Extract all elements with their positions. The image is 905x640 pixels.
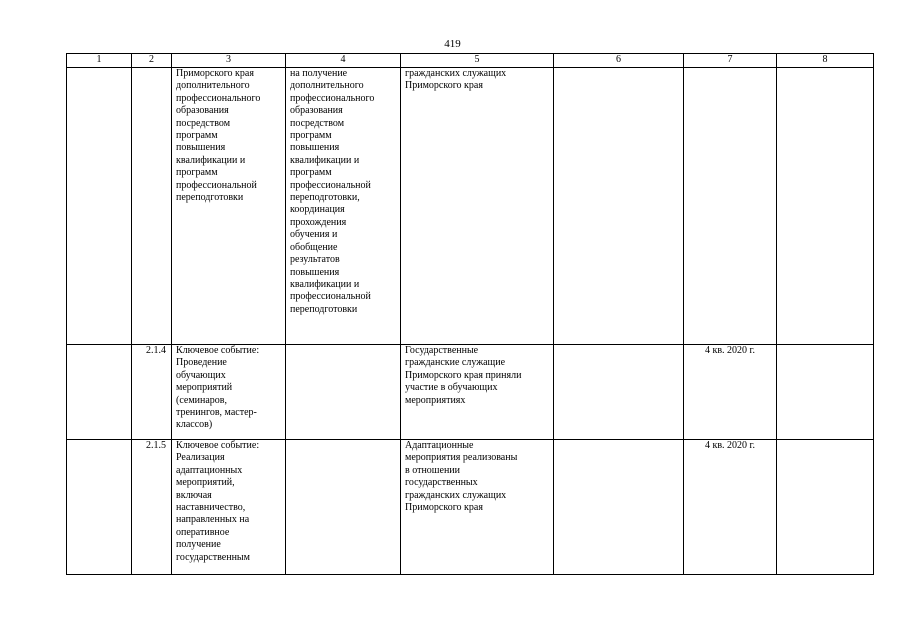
row-number-cell [67,68,132,345]
activity-cell [286,440,401,575]
table-row [67,440,874,575]
column-header-8: 8 [777,54,874,68]
column-header-3: 3 [172,54,286,68]
column-header-5: 5 [401,54,554,68]
column-header-1: 1 [67,54,132,68]
result-cell: гражданских служащих Приморского края [401,68,554,345]
item-number-cell: 2.1.5 [132,440,172,575]
column-8-cell [777,440,874,575]
column-header-7: 7 [684,54,777,68]
plan-table [66,53,874,575]
page-number: 419 [444,38,461,50]
column-header-4: 4 [286,54,401,68]
deadline-cell: 4 кв. 2020 г. [684,440,777,575]
column-number-row [67,54,874,68]
deadline-cell: 4 кв. 2020 г. [684,345,777,440]
item-number-cell: 2.1.4 [132,345,172,440]
table-row [67,345,874,440]
table-row [67,68,874,345]
event-description-cell: Приморского края дополнительного профессионального образования посредством программ повышения квалификации и программ профессиональной переподготовки [172,68,286,345]
event-description-cell: Ключевое событие: Реализация адаптационных мероприятий, включая наставничество, направленных на оперативное получение государственным [172,440,286,575]
column-8-cell [777,345,874,440]
column-header-2: 2 [132,54,172,68]
event-description-cell: Ключевое событие: Проведение обучающих мероприятий (семинаров, тренингов, мастер- классов) [172,345,286,440]
item-number-cell [132,68,172,345]
column-header-6: 6 [554,54,684,68]
deadline-cell [684,68,777,345]
row-number-cell [67,345,132,440]
activity-cell: на получение дополнительного профессионального образования посредством программ повышения квалификации и программ профессиональной переподготовки, координация прохождения обучения и обобщение результатов повышения квалификации и профессиональной переподготовки [286,68,401,345]
column-6-cell [554,345,684,440]
row-number-cell [67,440,132,575]
result-cell: Адаптационные мероприятия реализованы в отношении государственных гражданских служащих Приморского края [401,440,554,575]
column-8-cell [777,68,874,345]
activity-cell [286,345,401,440]
result-cell: Государственные гражданские служащие Приморского края приняли участие в обучающих мероприятиях [401,345,554,440]
column-6-cell [554,440,684,575]
column-6-cell [554,68,684,345]
